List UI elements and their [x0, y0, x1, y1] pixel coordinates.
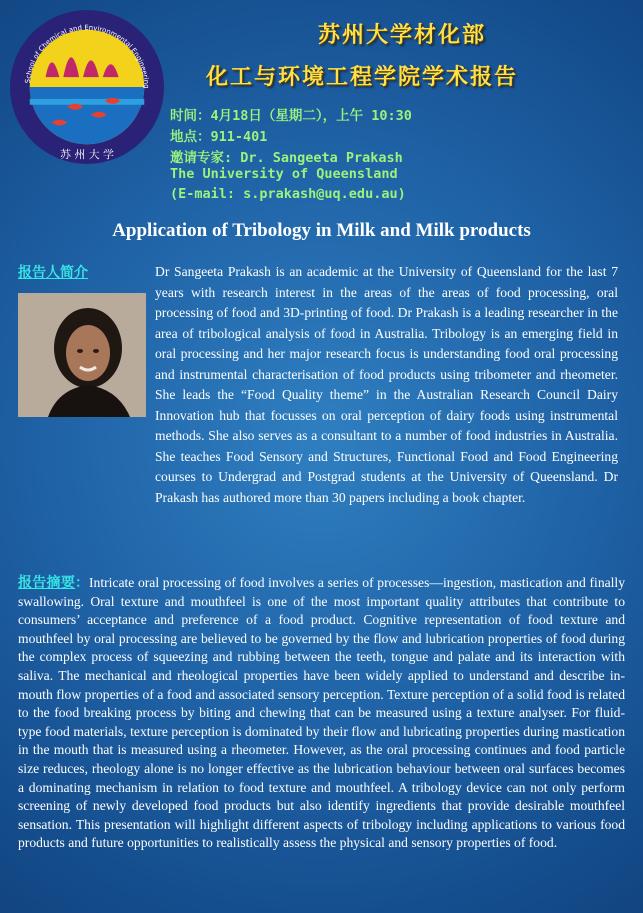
bio-text: Dr Sangeeta Prakash is an academic at the University of Queensland for the last 7 years with research interest in the areas of the areas of food processing, oral processing of food and 3D-printing of food. Dr Prakash is a leading researcher in the area of tribological analysis of food in Australia. Tribology is an emerging field in oral processing and her major research focus is understanding food oral processing and instrumental characterisation of food products using tribometer and rheometer. She leads the “Food Quality theme” in the Australian Research Council Dairy Innovation hub that focusses on oral perception of dairy foods using instrumental methods. She also serves as a consultant to a number of food industries in Australia. She teaches Food Sensory and Structures, Functional Food and Food Engineering courses to Undergrad and Postgrad students at the University of Queensland. Dr Prakash has authored more than 30 papers including a book chapter. — [155, 264, 618, 505]
talk-title: Application of Tribology in Milk and Milk products — [112, 220, 531, 241]
abstract-block — [18, 574, 625, 853]
info-invited: 邀请专家: Dr. Sangeeta Prakash — [170, 150, 403, 166]
title-line2: 化工与环境工程学院学术报告 — [206, 65, 519, 90]
abstract-label: 报告摘要 — [18, 575, 76, 591]
logo-text: School of Chemical and Environmental Engineering — [23, 23, 151, 89]
info-location: 地点：911-401 — [170, 129, 268, 145]
info-university: The University of Queensland — [170, 166, 398, 182]
abstract-separator: ： — [75, 575, 89, 591]
info-time: 时间：4月18日（星期二），上午 10:30 — [170, 108, 412, 124]
info-email: (E-mail: s.prakash@uq.edu.au) — [170, 186, 406, 202]
abstract-text: Intricate oral processing of food involves a series of processes—ingestion, mastication and finally swallowing. Oral texture and mouthfeel is one of the most important quality attributes that contribute to consumers’ acceptance and preference of a food product. Cognitive representation of food texture and mouthfeel by oral processing are believed to be governed by the flow and lubrication properties of food during the complex process of squeezing and rubbing between the teeth, tongue and palate and its interaction with saliva. The mechanical and rheological properties have been widely applied to understand and describe in-mouth flow properties of a food and associated sensory perception. Texture perception of a solid food is related to the food breaking process by biting and chewing that can be measured using a texture analyser. For fluid-type food materials, texture perception is dominated by their flow and lubricating properties during mastication in the mouth that is measured using a rheometer. However, as the oral processing continues and food particle size reduces, rheology alone is no longer effective as the lubrication behaviour between oral surfaces becomes a dominating mechanism in relation to food texture and mouthfeel. A tribology device can not only perform screening of newly developed food products but also identify ingredients that provide desirable mouthfeel sensation. This presentation will highlight different aspects of tribology including applications to various food products and future opportunities to realistically assess the physical and sensory properties of food. — [18, 575, 626, 851]
university-logo — [8, 8, 166, 166]
svg-text:苏 州 大 学: 苏 州 大 学 — [60, 148, 114, 162]
speaker-photo — [18, 293, 146, 417]
title-line1: 苏州大学材化部 — [318, 23, 487, 48]
bio-label: 报告人简介 — [18, 265, 88, 281]
